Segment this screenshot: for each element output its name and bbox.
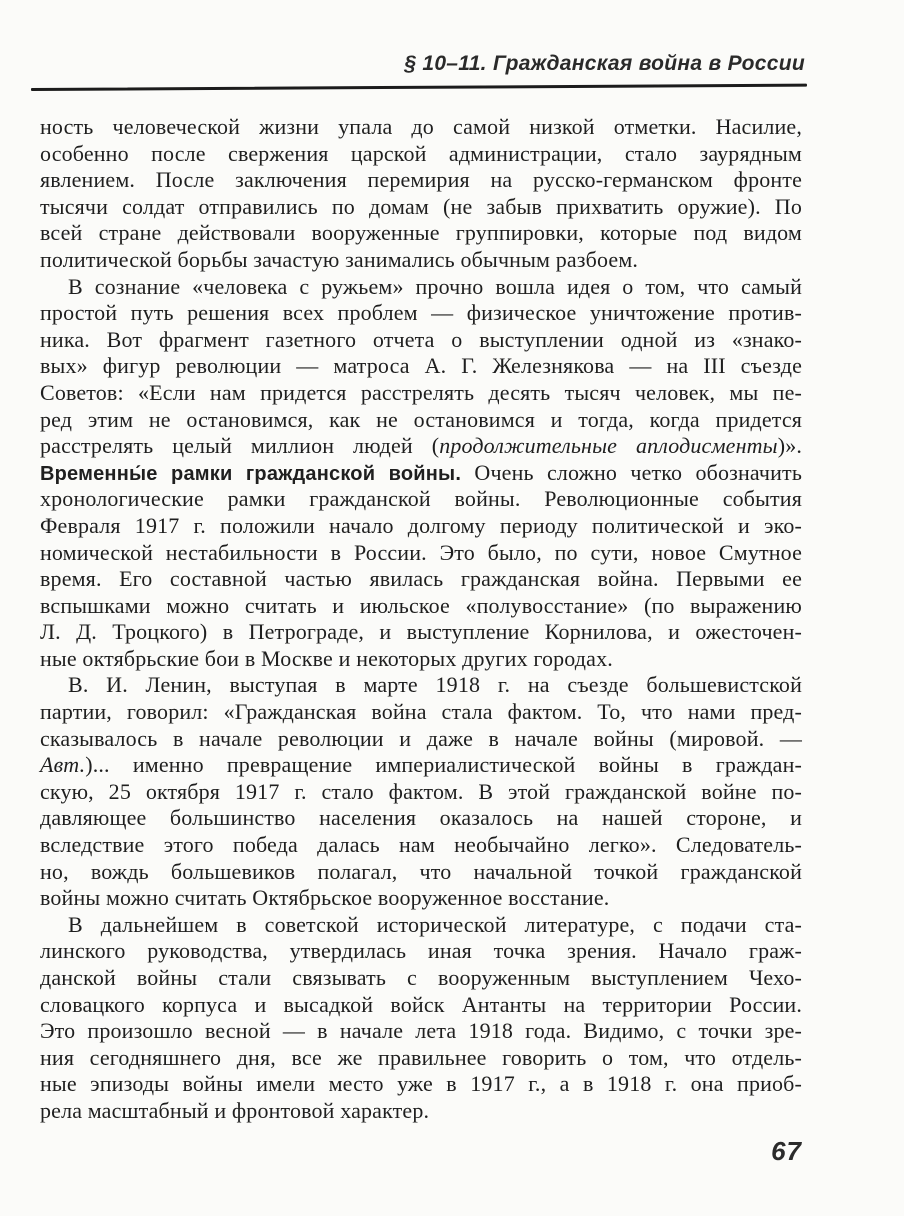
- body-line-text: ные октябрьские бои в Москве и некоторых других городах.: [40, 645, 613, 671]
- text-line: [40, 380, 802, 407]
- header-rule: [31, 84, 807, 91]
- body-line-text: Это произошло весной — в начале лета 1918 года. Видимо, с точки зре-: [40, 1018, 802, 1044]
- italic-phrase: продолжительные аплодисменты: [439, 433, 778, 459]
- body-line-text: данской войны стали связывать с вооруженным выступлением Чехо-: [40, 965, 802, 990]
- text-line: [40, 353, 802, 380]
- text-line: [40, 220, 802, 247]
- text-line: [40, 752, 802, 779]
- text-line: [40, 1071, 802, 1098]
- text-line: [40, 167, 802, 194]
- text-line: [40, 566, 802, 593]
- body-line-text: вследствие этого победа далась нам необычайно легко». Следователь-: [40, 832, 802, 858]
- body-line-text: тысячи солдат отправились по домам (не забыв прихватить оружие). По: [40, 193, 802, 219]
- text-line: [40, 1018, 802, 1045]
- text-line: [40, 992, 802, 1019]
- body-line-text: вых» фигур революции — матроса А. Г. Железнякова — на III съезде: [40, 353, 802, 379]
- body-line-text: скую, 25 октября 1917 г. стало фактом. В этой гражданской войне по-: [40, 778, 802, 804]
- running-header-title: § 10–11. Гражданская война в России: [404, 52, 805, 75]
- body-line-text: В дальнейшем в советской исторической литературе, с подачи ста-: [68, 911, 802, 937]
- text-line: [40, 805, 802, 832]
- body-line-text: ные эпизоды войны имели место уже в 1917 г., а в 1918 г. она приоб-: [40, 1071, 802, 1097]
- text-line: [40, 540, 802, 567]
- text-line: [40, 779, 802, 806]
- text-line: [40, 247, 802, 274]
- body-line-text: )... именно превращение империалистической войны в граждан-: [85, 752, 802, 778]
- body-line-text: линского руководства, утвердилась иная точка зрения. Начало граж-: [40, 938, 802, 964]
- text-line: [40, 699, 802, 726]
- body-line-text: словацкого корпуса и высадкой войск Антанты на территории России.: [40, 991, 802, 1017]
- text-line: [40, 965, 802, 992]
- text-line: [40, 859, 802, 886]
- body-line-text: партии, говорил: «Гражданская война стала фактом. То, что нами пред-: [40, 699, 802, 725]
- text-line: [40, 646, 802, 673]
- body-line-text: особенно после свержения царской администрации, стало заурядным: [40, 140, 802, 166]
- body-line-text: Советов: «Если нам придется расстрелять десять тысяч человек, мы пе-: [40, 379, 802, 405]
- body-line-text: Л. Д. Троцкого) в Петрограде, и выступление Корнилова, и ожесточен-: [40, 619, 802, 645]
- text-line: [40, 327, 802, 354]
- body-line-text: ния сегодняшнего дня, все же правильнее говорить о том, что отдель-: [40, 1044, 802, 1070]
- body-line-text: Очень сложно четко обозначить: [461, 459, 803, 485]
- text-line: [40, 486, 802, 513]
- page-number: 67: [771, 1136, 802, 1166]
- text-line: [40, 1045, 802, 1072]
- text-line: [40, 274, 802, 301]
- text-line: [40, 194, 802, 221]
- body-line-text: хронологические рамки гражданской войны. Революционные события: [40, 486, 802, 512]
- text-line: [40, 885, 802, 912]
- text-line: [40, 832, 802, 859]
- body-line-text: ред этим не остановимся, как не остановимся и тогда, когда придется: [40, 406, 802, 432]
- text-line: [40, 726, 802, 753]
- text-line: [40, 593, 802, 620]
- text-line: [40, 1098, 802, 1125]
- text-line: [40, 672, 802, 699]
- body-line-text: ность человеческой жизни упала до самой низкой отметки. Насилие,: [40, 114, 802, 139]
- body-line-text: войны можно считать Октябрьское вооруженное восстание.: [40, 885, 610, 911]
- body-line-text: )».: [777, 433, 803, 459]
- text-line: [40, 141, 802, 168]
- text-line: [40, 407, 802, 434]
- run-in-heading: Временны́е рамки гражданской войны.: [40, 462, 462, 485]
- page-body-text: [40, 114, 802, 1125]
- text-line: [40, 912, 802, 939]
- text-line: [40, 460, 802, 487]
- body-line-text: давляющее большинство населения оказалось на нашей стороне, и: [40, 805, 802, 831]
- body-line-text: расстрелять целый миллион людей (: [40, 433, 440, 459]
- text-line: [40, 619, 802, 646]
- text-line: [40, 114, 802, 141]
- body-line-text: В. И. Ленин, выступая в марте 1918 г. на съезде большевистской: [68, 672, 802, 698]
- body-line-text: но, вождь большевиков полагал, что начальной точкой гражданской: [40, 858, 802, 884]
- body-line-text: Февраля 1917 г. положили начало долгому периоду политической и эко-: [40, 512, 802, 538]
- text-line: [40, 513, 802, 540]
- body-line-text: простой путь решения всех проблем — физическое уничтожение против-: [40, 300, 802, 326]
- body-line-text: время. Его составной частью явилась гражданская война. Первыми ее: [40, 566, 802, 592]
- body-line-text: сказывалось в начале революции и даже в начале войны (мировой. —: [40, 725, 802, 751]
- body-line-text: рела масштабный и фронтовой характер.: [40, 1097, 430, 1123]
- body-line-text: В сознание «человека с ружьем» прочно вошла идея о том, что самый: [68, 273, 802, 299]
- body-line-text: номической нестабильности в России. Это было, по сути, новое Смутное: [40, 539, 802, 565]
- body-line-text: политической борьбы зачастую занимались обычным разбоем.: [40, 246, 639, 272]
- italic-phrase: Авт.: [40, 752, 86, 778]
- body-line-text: явлением. После заключения перемирия на русско-германском фронте: [40, 167, 802, 193]
- body-line-text: всей стране действовали вооруженные группировки, которые под видом: [40, 220, 802, 246]
- text-line: [40, 300, 802, 327]
- text-line: [40, 433, 802, 460]
- text-line: [40, 938, 802, 965]
- body-line-text: ника. Вот фрагмент газетного отчета о выступлении одной из «знако-: [40, 326, 802, 352]
- body-line-text: вспышками можно считать и июльское «полувосстание» (по выражению: [40, 592, 802, 618]
